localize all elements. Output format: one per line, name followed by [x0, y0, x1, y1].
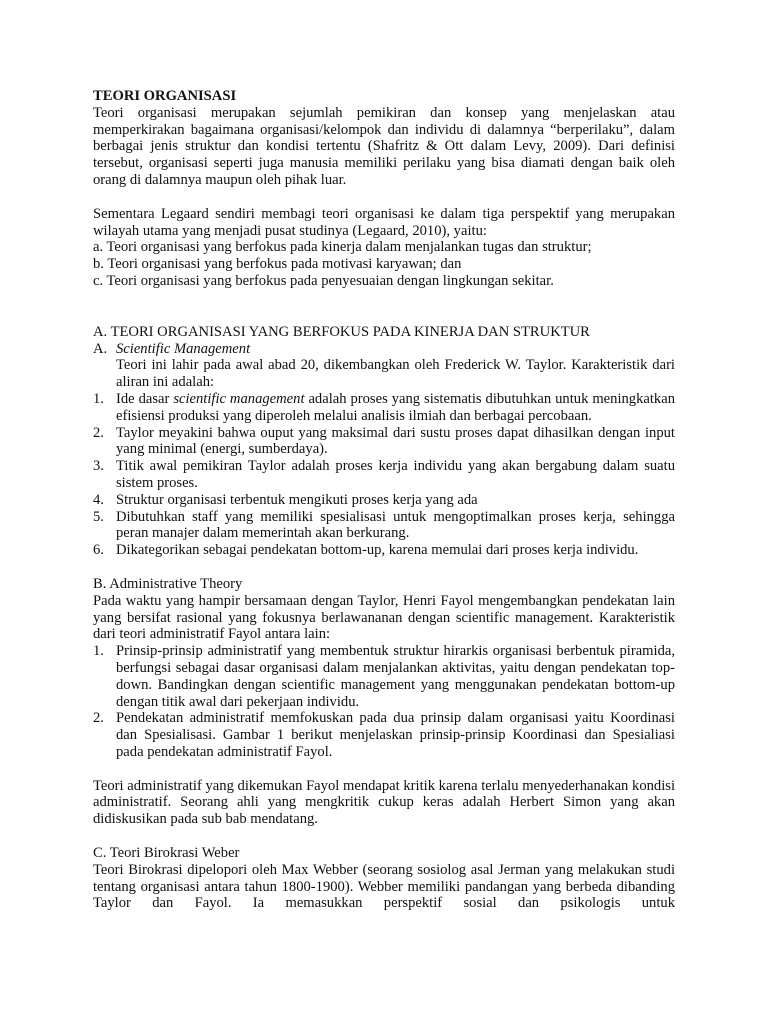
critique-paragraph: Teori administratif yang dikemukan Fayol mendapat kritik karena terlalu menyederhanakan kondisi administratif. Seorang ahli yang mengkritik cukup keras adalah Herbert Simon yang akan didiskusikan pada sub bab mendatang.	[93, 777, 675, 828]
list-item: 6. Dikategorikan sebagai pendekatan bottom-up, karena memulai dari proses kerja individu.	[93, 542, 639, 559]
section-c-heading: C. Teori Birokrasi Weber	[93, 845, 240, 862]
list-item: 2. Pendekatan administratif memfokuskan pada dua prinsip dalam organisasi yaitu Koordinasi dan Spesialisasi. Gambar 1 berikut menjelaskan prinsip-prinsip Koordinasi dan Spesialiasi pada pendekatan administratif Fayol.	[93, 710, 675, 760]
scientific-management-description: Teori ini lahir pada awal abad 20, dikembangkan oleh Frederick W. Taylor. Karakteristik dari aliran ini adalah:	[116, 357, 675, 391]
subsection-title: Scientific Management	[116, 340, 251, 357]
perspective-item-a: a. Teori organisasi yang berfokus pada kinerja dalam menjalankan tugas dan struktur;	[93, 239, 592, 256]
list-item: 1. Ide dasar scientific management adalah proses yang sistematis dibutuhkan untuk meningkatkan efisiensi produksi yang diperoleh melalui analisis ilmiah dan berbagai percobaan.	[93, 390, 675, 424]
section-b-heading: B. Administrative Theory	[93, 575, 243, 592]
subsection-scientific-management	[93, 341, 675, 358]
perspective-item-c: c. Teori organisasi yang berfokus pada penyesuaian dengan lingkungan sekitar.	[93, 272, 554, 289]
bureaucracy-paragraph: Teori Birokrasi dipelopori oleh Max Webber (seorang sosiolog asal Jerman yang melakukan studi tentang organisasi antara tahun 1800-1900). Webber memiliki pandangan yang berbeda dibanding Taylor dan Fayol. Ia memasukkan perspektif sosial dan psikologis untuk	[93, 861, 675, 912]
list-item: 3. Titik awal pemikiran Taylor adalah proses kerja individu yang akan bergabung dalam suatu sistem proses.	[93, 458, 675, 491]
list-item: 2. Taylor meyakini bahwa ouput yang maksimal dari sustu proses dapat dihasilkan dengan input yang minimal (energi, sumberdaya).	[93, 424, 675, 458]
list-item: 5. Dibutuhkan staff yang memiliki spesialisasi untuk mengoptimalkan proses kerja, sehingga peran manajer dalam memerintah akan berkurang.	[93, 508, 675, 542]
section-a-heading: A. TEORI ORGANISASI YANG BERFOKUS PADA KINERJA DAN STRUKTUR	[93, 323, 590, 340]
list-item: 4. Struktur organisasi terbentuk mengikuti proses kerja yang ada	[93, 491, 478, 508]
legaard-paragraph: Sementara Legaard sendiri membagi teori organisasi ke dalam tiga perspektif yang merupakan wilayah utama yang menjadi pusat studinya (Legaard, 2010), yaitu:	[93, 205, 675, 239]
perspective-item-b: b. Teori organisasi yang berfokus pada motivasi karyawan; dan	[93, 256, 462, 273]
list-item: 1. Prinsip-prinsip administratif yang membentuk struktur hirarkis organisasi berbentuk piramida, berfungsi sebagai dasar organisasi dalam menjalankan aktivitas, yaitu dengan pendekatan top-down. Bandingkan dengan scientific management yang menggunakan pendekatan bottom-up dengan titik awal dari pekerjaan individu.	[93, 643, 675, 710]
administrative-theory-paragraph: Pada waktu yang hampir bersamaan dengan Taylor, Henri Fayol mengembangkan pendekatan lain yang bersifat rasional yang fokusnya berlawananan dengan scientific management. Karakteristik dari teori administratif Fayol antara lain:	[93, 592, 675, 643]
document-body	[93, 88, 675, 912]
document-title: TEORI ORGANISASI	[93, 88, 237, 104]
intro-paragraph: Teori organisasi merupakan sejumlah pemikiran dan konsep yang menjelaskan atau memperkirakan bagaimana organisasi/kelompok dan individu di dalamnya “berperilaku”, dalam berbagai jenis struktur dan kondisi tertentu (Shafritz & Ott dalam Levy, 2009). Dari definisi tersebut, organisasi seperti juga manusia memiliki perilaku yang bisa diamati dengan baik oleh orang di dalamnya maupun oleh pihak luar.	[93, 104, 675, 188]
subsection-marker: A.	[93, 340, 108, 357]
